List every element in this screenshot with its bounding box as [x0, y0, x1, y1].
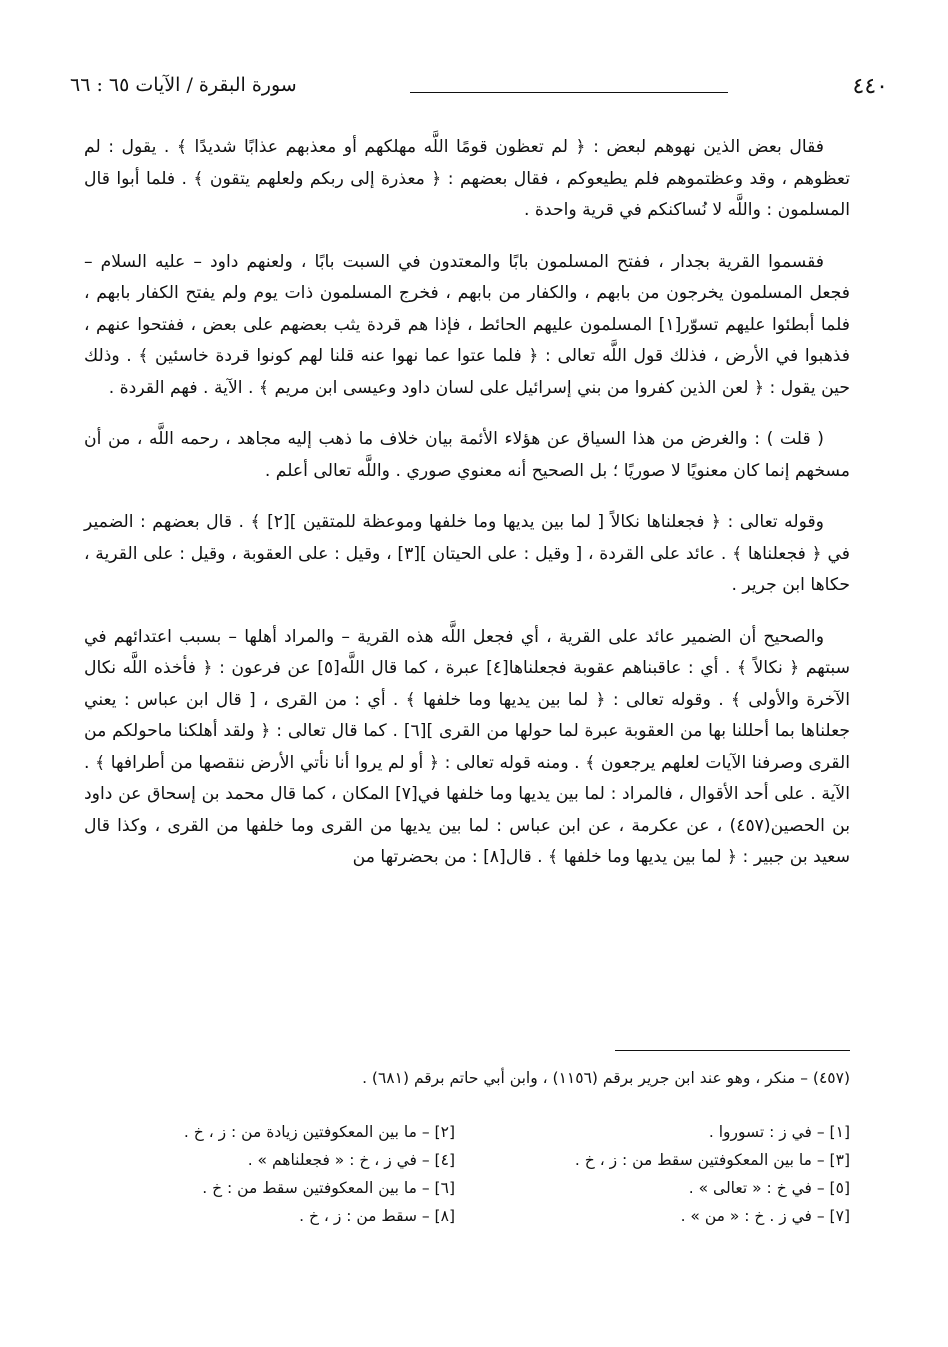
note-item: [١] – في ز : تسوروا .: [708, 1123, 850, 1141]
note-item: [٥] – في خ : « تعالى » .: [688, 1179, 850, 1197]
editorial-notes: [100, 1120, 850, 1228]
footnote-rule: [615, 1050, 850, 1051]
paragraph: ( قلت ) : والغرض من هذا السياق عن هؤلاء الأئمة بيان خلاف ما ذهب إليه مجاهد ، رحمه اللَّه ، من أن مسخهم إنما كان معنويًا لا صوريًا ؛ بل الصحيح أنه معنوي صوري . واللَّه تعالى أعلم .: [84, 429, 850, 481]
note-item: [٨] – سقط من : ز ، خ .: [299, 1207, 455, 1225]
page-header: [70, 70, 888, 106]
header-rule: [410, 92, 728, 93]
note-item: [٧] – في ز . خ : « من » .: [680, 1207, 850, 1225]
paragraph: والصحيح أن الضمير عائد على القرية ، أي فجعل اللَّه هذه القرية – والمراد أهلها – بسبب اعتدائهم في سبتهم ﴿ نكالاً ﴾ . أي : عاقبناهم عقوبة فجعلناها[٤] عبرة ، كما قال اللَّه[٥] عن فرعون : ﴿ فأخذه اللَّه نكال الآخرة والأولى ﴾ . وقوله تعالى : ﴿ لما بين يديها وما خلفها ﴾ . أي : من القرى ، [ قال ابن عباس : يعني جعلناها بما أحللنا بها من العقوبة عبرة لما حولها من القرى ][٦] . كما قال تعالى : ﴿ ولقد أهلكنا ماحولكم من القرى وصرفنا الآيات لعلهم يرجعون ﴾ . ومنه قوله تعالى : ﴿ أو لم يروا أنا نأتي الأرض ننقصها من أطرافها ﴾ . الآية . على أحد الأقوال ، فالمراد : لما بين يديها وما خلفها في[٧] المكان ، كما قال محمد بن إسحاق عن داود بن الحصين(٤٥٧) ، عن عكرمة ، عن ابن عباس : لما بين يديها من القرى وما خلفها من القرى ، وكذا قال سعيد بن جبير : ﴿ لما بين يديها وما خلفها ﴾ . قال[٨] : من بحضرتها من: [84, 626, 850, 867]
note-item: [٤] – في ز ، خ : « فجعلناهم » .: [247, 1151, 455, 1169]
paragraph: فقسموا القرية بجدار ، ففتح المسلمون بابًا والمعتدون في السبت بابًا ، ولعنهم داود – عليه السلام – فجعل المسلمون يخرجون من بابهم ، والكفار من بابهم ، فخرج المسلمون ذات يوم ولم يفتح الكفار بابهم ، فلما أبطئوا عليهم تسوّر[١] المسلمون عليهم الحائط ، فإذا هم قردة يثب بعضهم على بعض ، ففتحوا عنهم ، فذهبوا في الأرض ، فذلك قول اللَّه تعالى : ﴿ فلما عتوا عما نهوا عنه قلنا لهم كونوا قردة خاسئين ﴾ . وذلك حين يقول : ﴿ لعن الذين كفروا من بني إسرائيل على لسان داود وعيسى ابن مريم ﴾ . الآية . فهم القردة .: [84, 251, 850, 398]
footnote-main: (٤٥٧) – منكر ، وهو عند ابن جرير برقم (١١٥٦) ، وابن أبي حاتم برقم (٦٨١) .: [362, 1069, 850, 1087]
paragraph: وقوله تعالى : ﴿ فجعلناها نكالاً [ لما بين يديها وما خلفها وموعظة للمتقين ][٢] ﴾ . قال بعضهم : الضمير في ﴿ فجعلناها ﴾ . عائد على القردة ، [ وقيل : على الحيتان ][٣] ، وقيل : على العقوبة ، وقيل : على القرية ، حكاها ابن جرير .: [84, 512, 850, 595]
running-title: سورة البقرة / الآيات ٦٥ : ٦٦: [70, 74, 297, 96]
note-item: [٦] – ما بين المعكوفتين سقط من : خ .: [202, 1179, 455, 1197]
page-number: ٤٤٠: [852, 74, 888, 99]
note-item: [٢] – ما بين المعكوفتين زيادة من : ز ، خ .: [183, 1123, 455, 1141]
note-item: [٣] – ما بين المعكوفتين سقط من : ز ، خ .: [574, 1151, 850, 1169]
paragraph: فقال بعض الذين نهوهم لبعض : ﴿ لم تعظون قومًا اللَّه مهلكهم أو معذبهم عذابًا شديدًا ﴾ . يقول : لم تعظوهم ، وقد وعظتموهم فلم يطيعوكم ، فقال بعضهم : ﴿ معذرة إلى ربكم ولعلهم يتقون ﴾ . فلما أبوا قال المسلمون : واللَّه لا نُساكنكم في قرية واحدة .: [84, 137, 850, 220]
main-text: [84, 132, 850, 894]
